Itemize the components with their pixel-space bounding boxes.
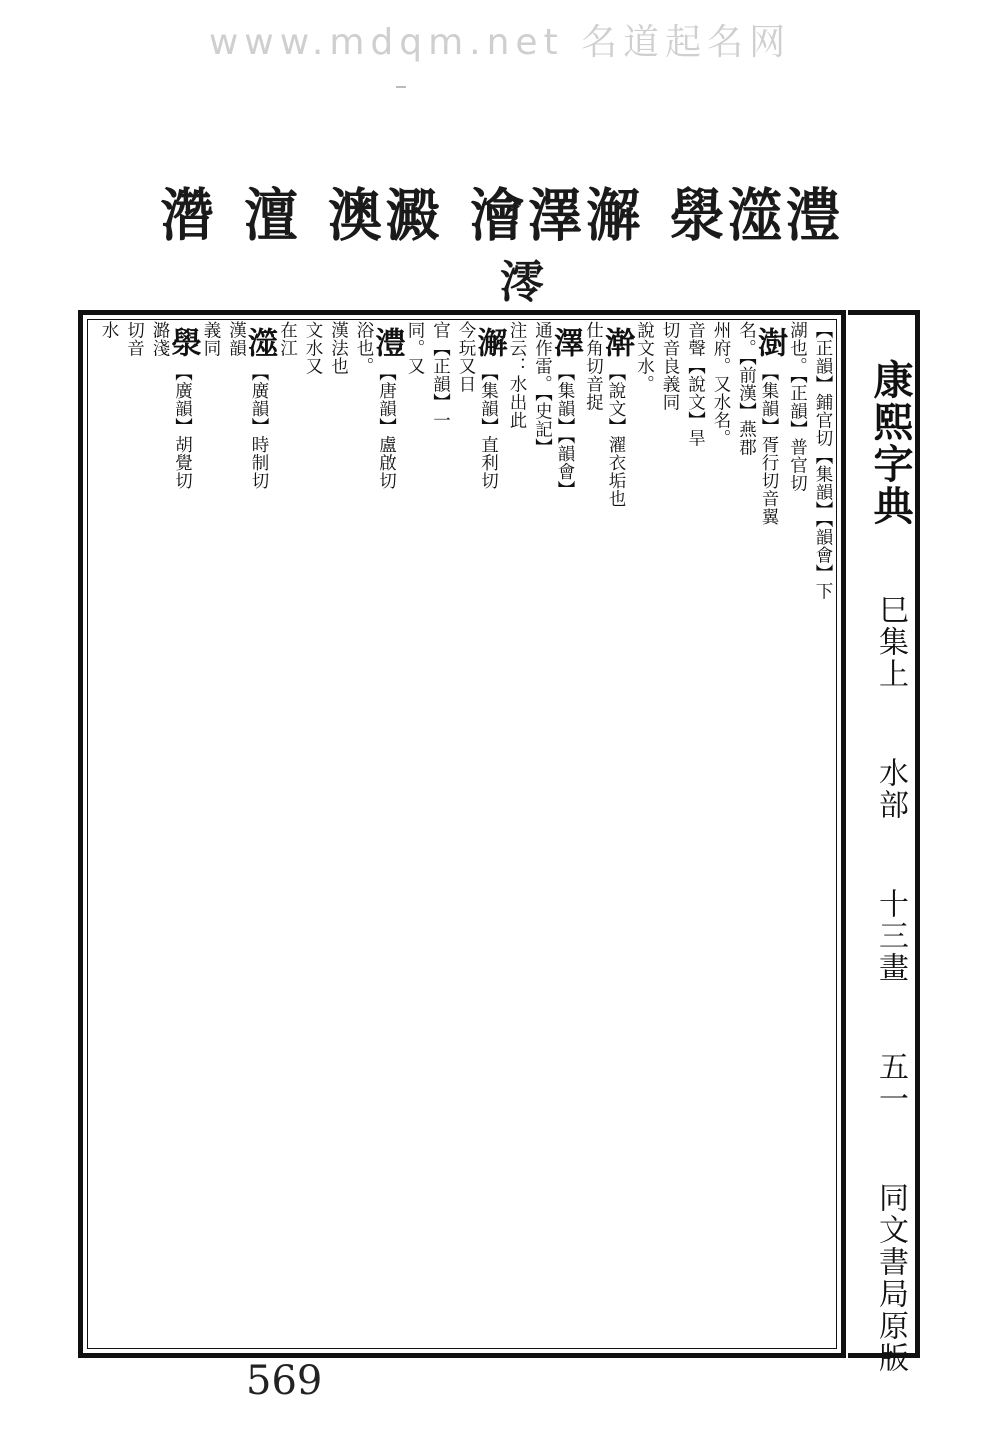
column-text: 湖也。【正韻】普官切 [787,321,808,493]
column-text: 潞淺 [150,321,170,357]
column-text: 名。【前漢】燕郡 [736,321,757,457]
text-column [784,321,810,1347]
seal-group [670,181,840,249]
text-column [274,321,300,1347]
text-column [300,321,326,1347]
column-text: 漢韻 [226,321,247,357]
column-text: 【集韻】【韻會】 [555,363,575,499]
column-text: 官【正韻】一 [430,321,451,429]
watermark-dash [396,86,406,88]
column-text: 切音良義同 [660,321,680,411]
seal-char: 澨 [728,181,782,249]
column-text: 同。又 [405,321,425,375]
dictionary-text-frame [78,310,846,1358]
text-column [165,321,201,1347]
text-column [504,321,530,1347]
seal-char: 澮 [470,181,524,249]
margin-strokes: 十三畫 [873,888,908,984]
text-column [242,321,277,1347]
column-text: 在江 [277,321,298,357]
column-text: 【廣韻】時制切 [249,363,269,490]
seal-group [328,181,440,249]
text-column [121,321,147,1347]
entry-headword: 澍 [752,327,787,358]
seal-char: 澱 [386,181,440,249]
column-text: 義同 [201,321,221,357]
column-text: 【正韻】鋪官切【集韻】【韻會】下 [813,321,833,601]
column-text: 注云：水出此 [507,321,527,429]
entry-headword: 澣 [599,327,634,358]
entry-headword: 澨 [242,327,277,358]
seal-group [244,181,298,249]
margin-publisher: 同文書局原版 [873,1182,908,1374]
text-column [810,321,836,1347]
column-text: 【廣韻】胡覺切 [172,363,193,490]
text-column [96,321,122,1347]
seal-group [470,181,640,249]
seal-script-header [160,180,840,250]
seal-group [160,181,214,249]
entry-headword: 澥 [471,327,507,358]
column-text: 浴也。 [354,321,374,375]
page-number: 569 [246,1358,323,1404]
column-text: 【唐韻】盧啟切 [376,363,397,490]
seal-char: 澩 [670,181,724,249]
margin-column [848,310,920,1374]
column-text: 【說文】濯衣垢也 [606,363,626,508]
seal-char: 澥 [586,181,640,249]
seal-char: 澳 [328,181,382,249]
entry-headword: 澧 [369,327,405,358]
column-text: 漢法也 [328,321,349,375]
margin-volume: 巳集上 [873,594,908,690]
margin-title: 康熙字典 [867,359,914,527]
text-columns [89,321,835,1347]
text-column [402,321,428,1347]
margin-text [862,359,919,1374]
seal-char: 澶 [244,181,298,249]
seal-char-extra: 澪 [500,257,544,308]
column-text: 切音 [124,321,145,357]
column-text: 【集韻】直利切 [478,363,499,490]
column-text: 今玩又日 [456,321,476,393]
text-column [631,321,657,1347]
margin-radical: 水部 [873,757,908,821]
text-column [682,321,708,1347]
column-text: 音聲【說文】旱 [685,321,706,447]
text-column [471,321,507,1347]
text-column [599,321,634,1347]
watermark-text: www.mdqm.net 名道起名网 [208,22,792,63]
column-text: 通作雷。【史記】 [532,321,553,457]
text-column [427,321,453,1347]
seal-char: 澤 [528,181,582,249]
column-text: 說文水。 [634,321,655,393]
entry-headword: 澩 [165,327,201,358]
text-column [548,321,583,1347]
margin-page: 五一 [873,1051,908,1115]
text-column [752,321,787,1347]
column-text: 【集韻】胥行切音翼 [759,363,779,526]
entry-headword: 澤 [548,327,583,358]
seal-char: 濳 [160,181,214,249]
text-column [325,321,351,1347]
column-text: 文水又 [303,321,323,375]
text-column [369,321,405,1347]
column-text: 水 [99,321,119,339]
text-column [657,321,683,1347]
text-column [198,321,224,1347]
column-text: 仕角切音捉 [583,321,604,411]
column-text: 州府。又水名。 [711,321,731,447]
text-column [708,321,734,1347]
seal-char: 澧 [786,181,840,249]
